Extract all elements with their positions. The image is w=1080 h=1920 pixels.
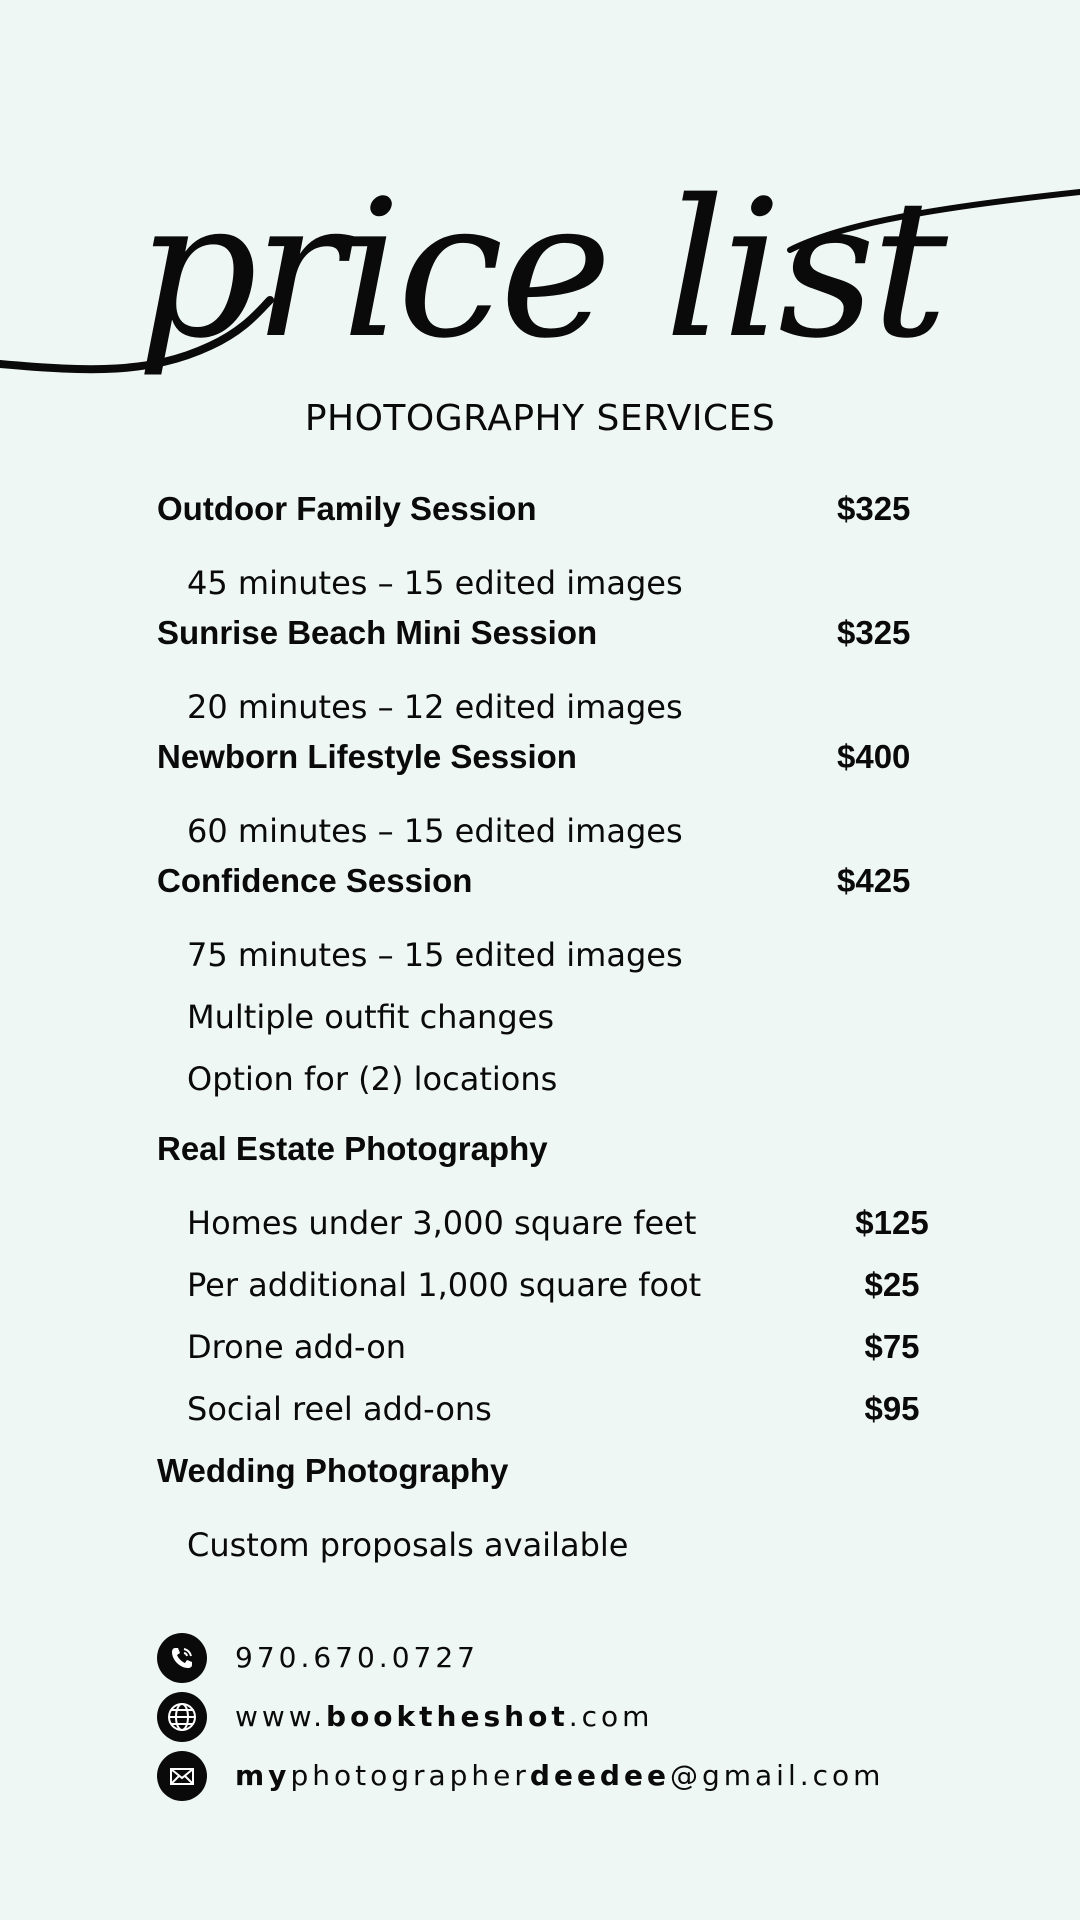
service-detail: Custom proposals available: [187, 1526, 629, 1564]
service-detail: 75 minutes – 15 edited images: [187, 936, 683, 974]
service-row: [157, 738, 937, 800]
price-item-value: $125: [855, 1204, 929, 1241]
email-part: @gmail.com: [669, 1759, 885, 1792]
service-detail: 20 minutes – 12 edited images: [187, 688, 683, 726]
phone-icon: [157, 1633, 207, 1683]
envelope-icon: [157, 1751, 207, 1801]
price-item-label: Per additional 1,000 square foot: [187, 1266, 702, 1304]
website-suffix: .com: [568, 1700, 654, 1733]
service-price: $425: [837, 862, 911, 899]
service-detail: Option for (2) locations: [187, 1060, 558, 1098]
service-detail: 60 minutes – 15 edited images: [187, 812, 683, 850]
service-price: $325: [837, 614, 911, 651]
section-heading-row: [157, 1452, 937, 1514]
contact-block: [157, 1628, 884, 1805]
service-name: Newborn Lifestyle Session: [157, 738, 577, 775]
price-item-row: [157, 1316, 937, 1378]
website-prefix: www.: [235, 1700, 327, 1733]
price-item-value: $25: [864, 1266, 920, 1303]
service-detail: Multiple outfit changes: [187, 998, 554, 1036]
price-item-row: [157, 1254, 937, 1316]
email-part: my: [235, 1759, 291, 1792]
service-name: Sunrise Beach Mini Session: [157, 614, 598, 651]
service-name: Confidence Session: [157, 862, 473, 899]
service-row: [157, 490, 937, 552]
service-detail: 45 minutes – 15 edited images: [187, 564, 683, 602]
service-row: [157, 862, 937, 924]
contact-email[interactable]: [157, 1746, 884, 1805]
section-heading: Real Estate Photography: [157, 1130, 548, 1167]
price-item-label: Social reel add-ons: [187, 1390, 492, 1428]
email-part: photographer: [290, 1759, 530, 1792]
email-address: [235, 1759, 884, 1792]
price-item-label: Drone add-on: [187, 1328, 407, 1366]
price-item-row: [157, 1378, 937, 1440]
contact-phone[interactable]: [157, 1628, 884, 1687]
page-title: price list: [136, 159, 944, 380]
price-menu: [157, 490, 937, 1576]
section-heading: Wedding Photography: [157, 1452, 509, 1489]
price-item-value: $95: [864, 1390, 920, 1427]
price-item-value: $75: [864, 1328, 920, 1365]
contact-website[interactable]: [157, 1687, 884, 1746]
website-link: [235, 1700, 653, 1733]
page-subtitle: PHOTOGRAPHY SERVICES: [304, 398, 776, 439]
price-item-row: [157, 1192, 937, 1254]
website-domain: booktheshot: [326, 1700, 569, 1733]
section-heading-row: [157, 1130, 937, 1192]
price-item-label: Homes under 3,000 square feet: [187, 1204, 697, 1242]
service-price: $325: [837, 490, 911, 527]
service-price: $400: [837, 738, 911, 775]
spacer: [157, 1440, 937, 1452]
phone-number: 970.670.0727: [235, 1641, 479, 1674]
service-row: [157, 614, 937, 676]
service-name: Outdoor Family Session: [157, 490, 537, 527]
globe-icon: [157, 1692, 207, 1742]
email-part: deedee: [529, 1759, 670, 1792]
spacer: [157, 1110, 937, 1130]
